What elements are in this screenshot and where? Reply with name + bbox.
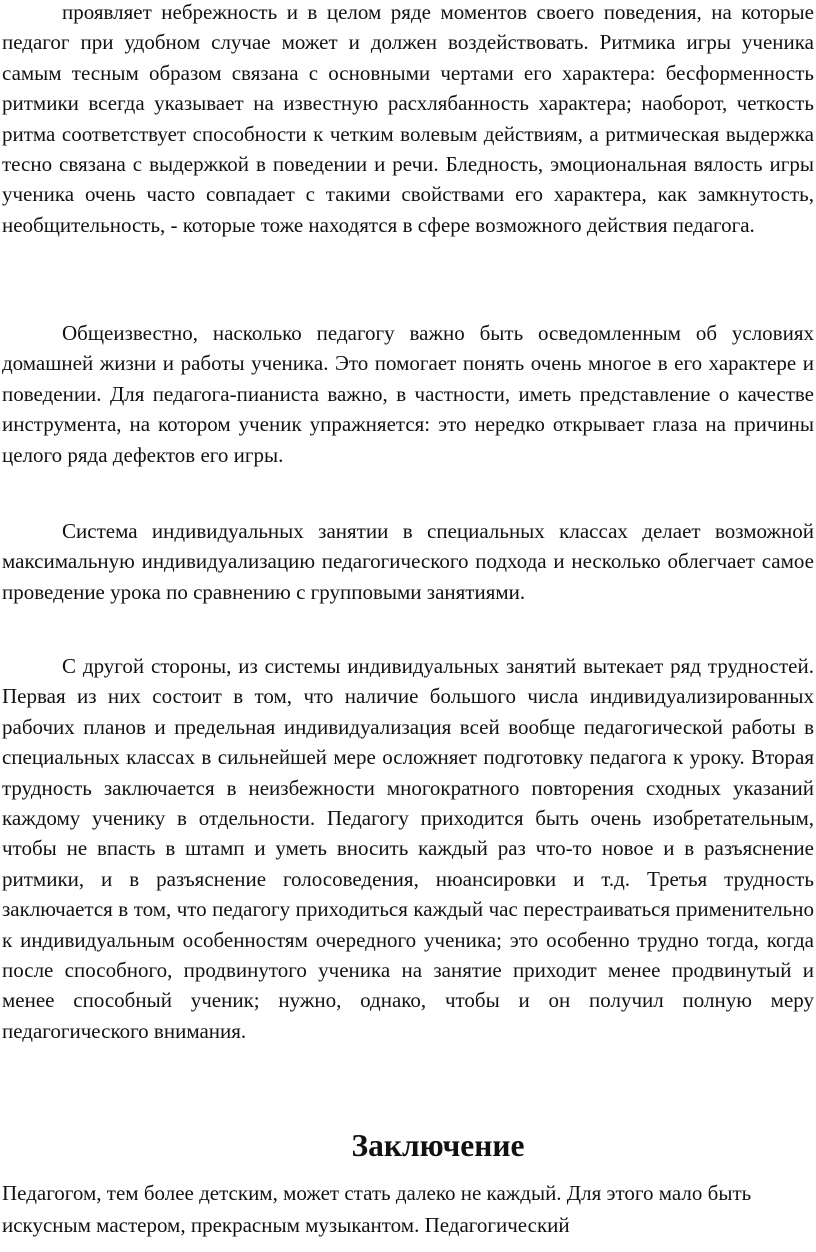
paragraph-individual-system: Система индивидуальных занятии в специальных классах делает возможной максимальную индивидуализацию педагогического подхода и несколько облегчает самое проведение урока по сравнению с групповыми занятиями.	[2, 519, 814, 604]
paragraph-difficulties: С другой стороны, из системы индивидуальных занятий вытекает ряд трудностей. Первая из них состоит в том, что наличие большого числа индивидуализированных рабочих планов и предельная индивидуализация всей вообще педагогической работы в специальных классах в сильнейшей мере осложняет подготовку педагога к уроку. Вторая трудность заключается в неизбежности многократного повторения сходных указаний каждому ученику в отдельности. Педагогу приходится быть очень изобретательным, чтобы не впасть в штамп и уметь вносить каждый раз что-то новое и в разъяснение ритмики, и в разъяснение голосоведения, нюансировки и т.д. Третья трудность заключается в том, что педагогу приходиться каждый час перестраиваться применительно к индивидуальным особенностям очередного ученика; это особенно трудно тогда, когда после способного, продвинутого ученика на занятие приходит менее продвинутый и менее способный ученик; нужно, однако, чтобы и он получил полную меру педагогического внимания.	[2, 654, 814, 1043]
paragraph-home-conditions: Общеизвестно, насколько педагогу важно быть осведомленным об условиях домашней жизни и работы ученика. Это помогает понять очень многое в его характере и поведении. Для педагога-пианиста важно, в частности, иметь представление о качестве инструмента, на котором ученик упражняется: это нередко открывает глаза на причины целого ряда дефектов его игры.	[2, 321, 814, 467]
paragraph-conclusion: Педагогом, тем более детским, может стать далеко не каждый. Для этого мало быть искусным мастером, прекрасным музыкантом. Педагогический	[2, 1181, 752, 1237]
paragraph-character-rhythm: проявляет небрежность и в целом ряде моментов своего поведения, на которые педагог при удобном случае может и должен воздействовать. Ритмика игры ученика самым тесным образом связана с основными чертами его характера: бесформенность ритмики всегда указывает на известную расхлябанность характера; наоборот, четкость ритма соответствует способности к четким волевым действиям, а ритмическая выдержка тесно связана с выдержкой в поведении и речи. Бледность, эмоциональная вялость игры ученика очень часто совпадает с такими свойствами его характера, как замкнутость, необщительность, - которые тоже находятся в сфере возможного действия педагога.	[2, 0, 814, 237]
section-heading: Заключение	[351, 1128, 525, 1163]
